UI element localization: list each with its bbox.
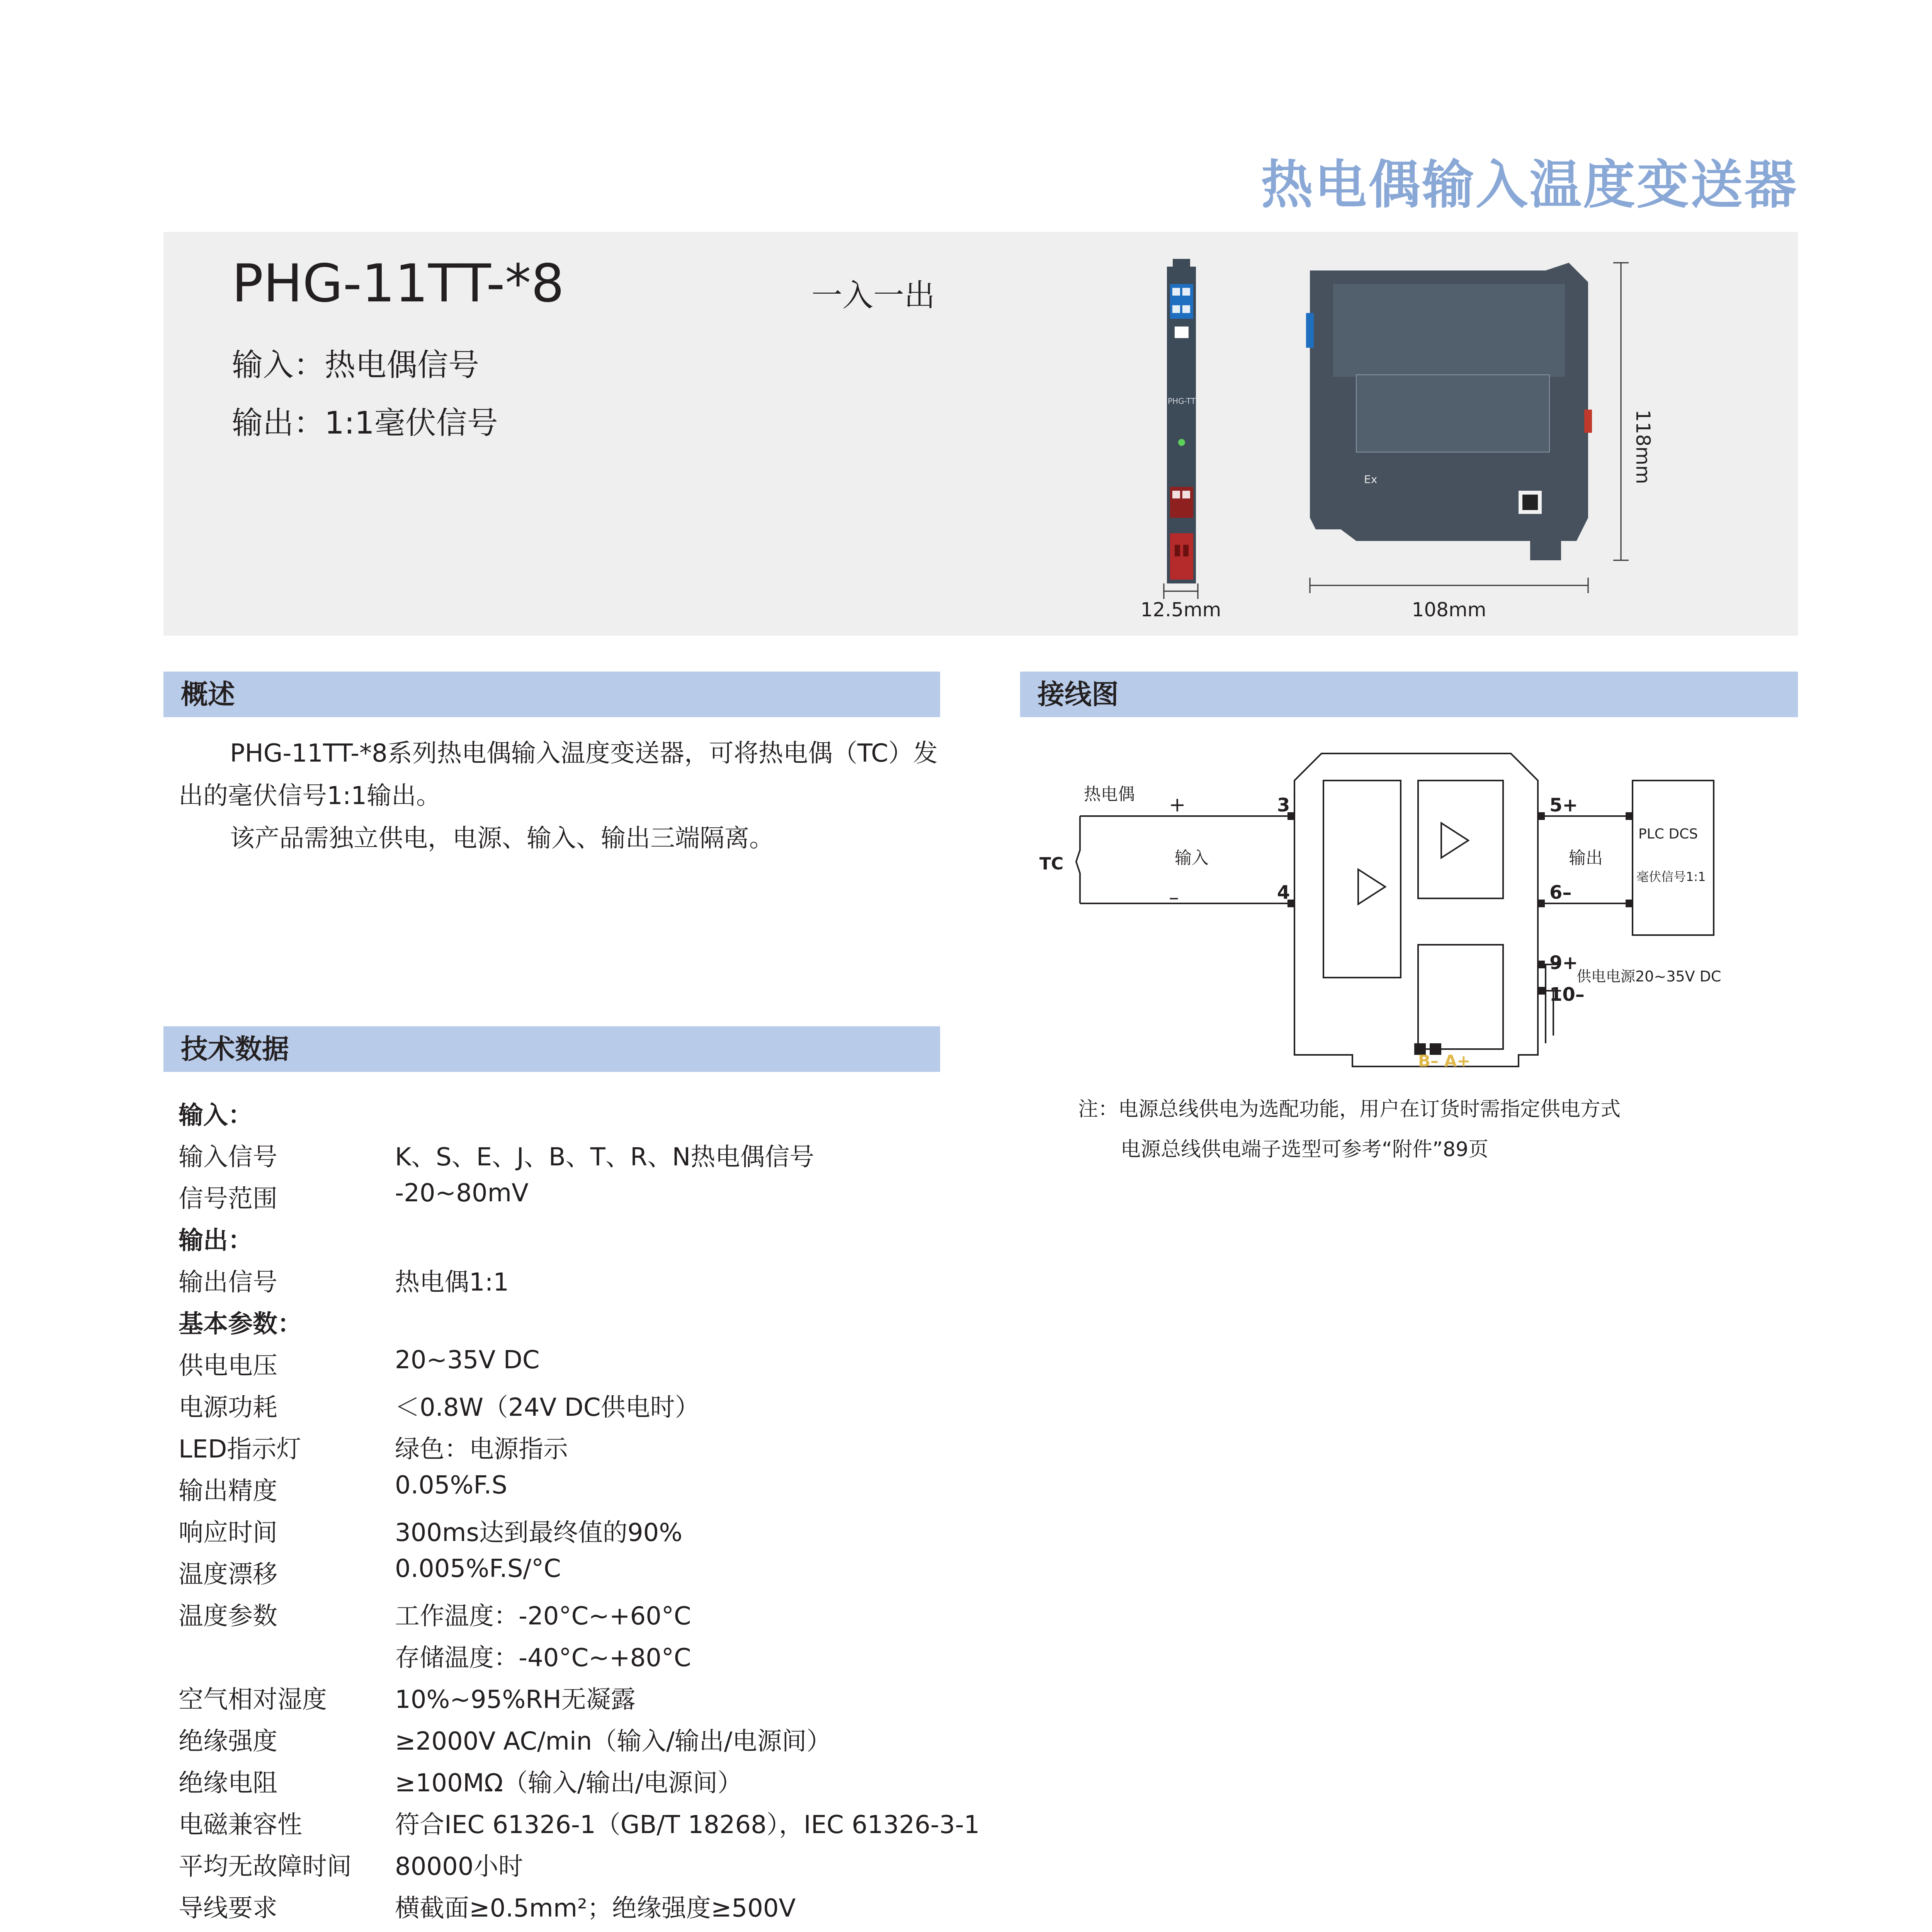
product-model: PHG-11TT-*8 <box>232 253 565 314</box>
wiring-note-2: 电源总线供电端子选型可参考“附件”89页 <box>1121 1138 1489 1161</box>
product-output: 输出：1:1毫伏信号 <box>232 405 498 441</box>
output-amplifier-icon <box>1441 823 1468 858</box>
device-ex: Ex <box>1364 473 1378 486</box>
overview-line-2: 出的毫伏信号1:1输出。 <box>179 782 441 810</box>
spec-label: 电磁兼容性 <box>179 1811 302 1839</box>
page-title: 热电偶输入温度变送器 <box>1261 155 1798 215</box>
spec-value: 20~35V DC <box>395 1346 540 1374</box>
spec-label: 温度参数 <box>179 1602 277 1631</box>
spec-value: 存储温度：-40°C~+80°C <box>395 1644 691 1672</box>
spec-value: K、S、E、J、B、T、R、N热电偶信号 <box>395 1143 815 1172</box>
overview-heading: 概述 <box>163 672 940 717</box>
specs-heading: 技术数据 <box>163 1026 940 1072</box>
spec-value: 横截面≥0.5mm²；绝缘强度≥500V <box>395 1894 796 1923</box>
spec-label: 导线要求 <box>179 1894 277 1923</box>
minus-label: – <box>1169 886 1179 909</box>
plc-dcs-box <box>1633 781 1714 935</box>
spec-value: 工作温度：-20°C~+60°C <box>395 1602 691 1631</box>
spec-value <box>395 1930 839 1932</box>
output-block <box>1418 781 1503 898</box>
terminal-4: 4 <box>1277 882 1290 903</box>
spec-label: 供电电压 <box>179 1352 277 1380</box>
spec-label: LED指示灯 <box>179 1435 301 1464</box>
bus-label: B– A+ <box>1418 1051 1471 1070</box>
dimension-length: 108mm <box>1412 599 1486 621</box>
spec-value: 0.005%F.S/°C <box>395 1554 561 1583</box>
spec-value: ≥100MΩ（输入/输出/电源间） <box>395 1769 743 1798</box>
spec-label: 输出精度 <box>179 1477 277 1505</box>
spec-value: ＜0.8W（24V DC供电时） <box>395 1393 700 1422</box>
mv-signal-label: 毫伏信号1:1 <box>1636 869 1706 884</box>
spec-label <box>179 1930 352 1932</box>
power-supply-label: 供电电源20~35V DC <box>1577 968 1721 985</box>
spec-label: 响应时间 <box>179 1519 277 1547</box>
wiring-heading: 接线图 <box>1020 672 1798 717</box>
spec-value: 80000小时 <box>395 1852 523 1881</box>
input-block <box>1323 781 1401 978</box>
module-outline <box>1294 753 1538 1066</box>
overview-line-3: 该产品需独立供电，电源、输入、输出三端隔离。 <box>230 824 774 853</box>
dimension-height: 118mm <box>1632 410 1654 484</box>
spec-label: 平均无故障时间 <box>179 1852 352 1881</box>
spec-label: 基本参数： <box>179 1310 302 1338</box>
wiring-note-1: 注：电源总线供电为选配功能，用户在订货时需指定供电方式 <box>1078 1098 1621 1121</box>
tc-label: TC <box>1039 854 1064 874</box>
spec-value: 300ms达到最终值的90% <box>395 1519 683 1547</box>
spec-label: 绝缘电阻 <box>179 1769 277 1798</box>
module-front-view <box>1167 259 1196 583</box>
spec-value: 绿色：电源指示 <box>395 1435 568 1464</box>
spec-value: 符合IEC 61326-1（GB/T 18268），IEC 61326-3-1 <box>395 1811 980 1839</box>
spec-label: 信号范围 <box>179 1185 277 1213</box>
device-label: PHG-TT <box>1167 396 1196 406</box>
product-input: 输入：热电偶信号 <box>232 347 479 383</box>
spec-label: 电源功耗 <box>179 1393 277 1422</box>
spec-value: -20~80mV <box>395 1179 529 1208</box>
terminal-9: 9+ <box>1549 952 1578 974</box>
spec-value: ≥2000V AC/min（输入/输出/电源间） <box>395 1727 832 1756</box>
terminal-10: 10– <box>1549 984 1585 1005</box>
module-side-view <box>1306 263 1592 560</box>
terminal-5: 5+ <box>1549 794 1578 816</box>
spec-label: 输出： <box>179 1226 253 1255</box>
plus-label: + <box>1169 793 1186 816</box>
thermocouple-label: 热电偶 <box>1084 784 1135 804</box>
spec-label: 输出信号 <box>179 1268 277 1297</box>
input-amplifier-icon <box>1358 869 1385 904</box>
overview-line-1: PHG-11TT-*8系列热电偶输入温度变送器，可将热电偶（TC）发 <box>230 739 938 768</box>
terminal-3: 3 <box>1277 794 1290 816</box>
power-block <box>1418 945 1503 1049</box>
spec-label: 绝缘强度 <box>179 1727 277 1756</box>
product-drawing <box>1140 247 1681 634</box>
spec-value: 0.05%F.S <box>395 1471 507 1500</box>
dimension-width-narrow: 12.5mm <box>1140 599 1221 621</box>
wiring-diagram <box>1020 734 1798 1082</box>
input-label: 输入 <box>1175 848 1209 868</box>
spec-label: 空气相对湿度 <box>179 1685 327 1714</box>
spec-label: 输入： <box>179 1101 253 1130</box>
spec-label: 输入信号 <box>179 1143 277 1172</box>
channel-count: 一入一出 <box>811 277 935 313</box>
spec-value: 10%~95%RH无凝露 <box>395 1685 636 1714</box>
spec-value: 热电偶1:1 <box>395 1268 509 1297</box>
spec-label: 温度漂移 <box>179 1560 277 1589</box>
plc-dcs-label: PLC DCS <box>1638 826 1698 842</box>
output-label: 输出 <box>1569 848 1603 868</box>
terminal-6: 6– <box>1549 882 1572 903</box>
